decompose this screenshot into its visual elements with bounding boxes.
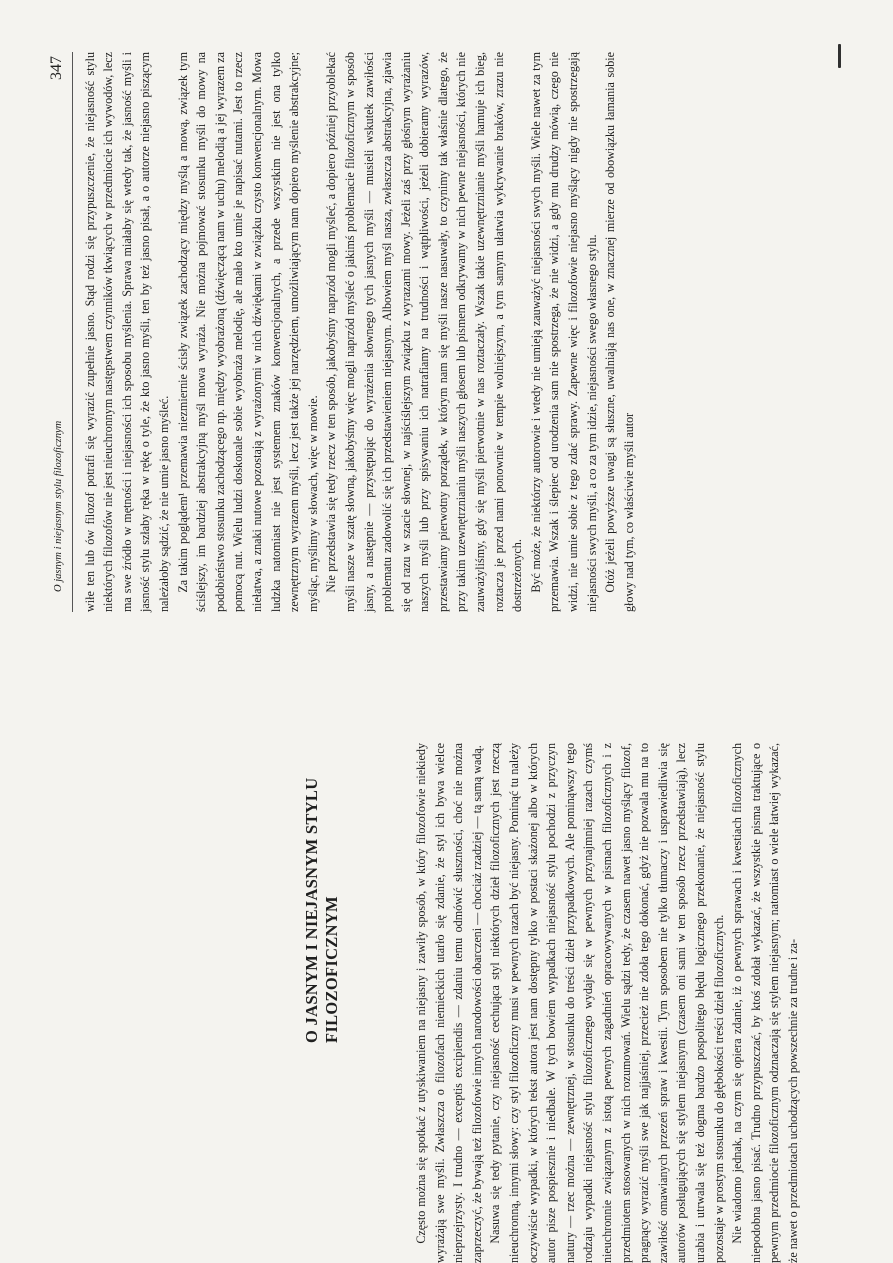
- paragraph: Otóż jeżeli powyższe uwagi są słuszne, uwalniają nas one, w znacznej mierze od obowiązku łamania sobie głowy nad tym, co właściwie myśli autor: [603, 52, 636, 612]
- paragraph: wiłe ten lub ów filozof potrafi się wyrazić zupełnie jasno. Stąd rodzi się przypuszczenie, że niejasność stylu niektórych filozofów nie jest nieuchronnym następstwem czynników tkwiących w przedmiocie ich wywodów, lecz ma swe źródło w mętności i niejasności ich sposobu myślenia. Sprawa miałaby się wtedy tak, że jasność myśli i jasność stylu szłaby ręka w rękę o tyle, że kto jasno myśli, ten by też jasno pisał, a o autorze niejasno piszącym należałoby sądzić, że nie umie jasno myśleć.: [82, 52, 171, 612]
- paragraph: Nasuwa się tedy pytanie, czy niejasność cechująca styl niektórych dzieł filozoficznych jest rzeczą nieuchronną, innymi słowy: czy styl filozoficzny musi w pewnych razach być niejasny. Pominąć tu należy oczywiście wypadki, w których tekst autora jest nam dostępny tylko w postaci skażonej albo w których autor pisze pospiesznie i niedbale. W tych bowiem wypadkach niejasność stylu pochodzi z przyczyn natury — rzec można — zewnętrznej, w stosunku do treści dzieł przypadkowych. Ale pominąwszy tego rodzaju wypadki niejasność stylu filozoficznego wydaje się w pewnych przynajmniej razach czymś nieuchronnie związanym z istotą pewnych zagadnień opracowywanych w pismach filozoficznych i z przedmiotem stosowanych w nich rozumowań. Wielu sądzi tedy, że czasem nawet jasno myślący filozof, pragnący wyrazić myśli swe jak najjaśniej, przecież nie zdoła tego dokonać, gdyż nie pozwala mu na to zawiłość omawianych przezeń spraw i kwestii. Tym sposobem nie tylko tłumaczy i usprawiedliwia się autorów posługujących się stylem niejasnym (czasem oni sami w ten sposób rzecz przedstawiają), lecz urabia i utrwala się też dogma bardzo pospolitego błędu logicznego przekonanie, że niejasność stylu pozostaje w prostym stosunku do głębokości treści dzieł filozoficznych.: [488, 743, 726, 1263]
- margin-mark: [838, 44, 841, 68]
- running-head: O jasnym i niejasnym stylu filozoficznym: [53, 420, 64, 592]
- paragraph: Być może, że niektórzy autorowie i wtedy nie umieją zauważyć niejasności swych myśli. Wiele nawet za tym przemawia. Wszak i ślepiec od urodzenia sam nie spostrzega, że nie widzi, a gdy mu drudzy mówią, czego nie widzi, nie umie sobie z tego zdać sprawy. Zapewne więc i filozofowie niejasno myślący nigdy nie spostrzegają niejasności swych myśli, a co za tym idzie, niejasności swego własnego stylu.: [528, 52, 599, 612]
- paragraph: Nie przedstawia się tedy rzecz w ten sposób, jakobyśmy naprzód mogli myśleć, a dopiero później przyoblekać myśli nasze w szatę słowną, jakobyśmy więc mogli naprzód myśleć o jakimś problemacie filozoficznym w sposób jasny, a następnie — przystępując do wyrażenia słownego tych jasnych myśli — musieli wskutek zawiłości problematu zadowolić się ich przedstawieniem niejasnym. Albowiem myśl nasza, zwłaszcza abstrakcyjna, zjawia się od razu w szacie słownej, w najściślejszym związku z wyrazami mowy. Jeżeli zaś przy głośnym wyrażaniu naszych myśli lub przy spisywaniu ich natrafiamy na trudności i wątpliwości, jeżeli dobieramy wyrazów, przestawiamy pierwotny porządek, w którym nam się myśli nasze nasuwały, to czynimy tak właśnie dlatego, że przy takim uzewnętrznianiu myśli naszych głosem lub pismem odkrywamy w nich pewne niejasności, których nie zauważyliśmy, gdy się myśli pierwotnie w nas roztaczały. Wszak takie uzewnętrznianie myśli hamuje ich bieg, roztacza je przed nami ponownie w tempie wolniejszym, a tym samym ułatwia wykrywanie braków, zrazu nie dostrzeżonych.: [324, 52, 525, 612]
- running-header: [48, 52, 73, 612]
- paragraph: Nie wiadomo jednak, na czym się opiera zdanie, iż o pewnych sprawach i kwestiach filozoficznych niepodobna jasno pisać. Trudno przypuszczać, by ktoś zdołał wykazać, że wszystkie pisma traktujące o pewnym przedmiocie filozoficznym odznaczają się stylem niejasnym; natomiast o wiele łatwiej wykazać, że nawet o przedmiotach uchodzących powszechnie za trudne i za-: [730, 743, 800, 1263]
- page-number: 347: [48, 56, 65, 80]
- right-page-main: [48, 52, 788, 612]
- chapter-title: O JASNYM I NIEJASNYM STYLU FILOZOFICZNYM: [302, 777, 341, 1043]
- left-page: [302, 743, 822, 1263]
- paragraph: Za takim poglądem¹ przemawia niezmiernie ścisły związek zachodzący między myślą a mową, związek tym ściślejszy, im bardziej abstrakcyjną myśl mowa wyraża. Nie można pojmować stosunku myśli do mowy na podobieństwo stosunku zachodzącego np. między wyobrażoną (dźwięczącą nam w uchu) melodią a jej wyrazem za pomocą nut. Wielu ludzi doskonale sobie wyobraża melodię, ale mało kto umie je napisać nutami. Jest to rzecz niełatwa, a znaki nutowe pozostają z wyrażonymi w nich dźwiękami w związku czysto konwencjonalnym. Mowa ludzka natomiast nie jest systemem znaków konwencjonalnych, a przede wszystkim nie jest ona tylko zewnętrznym wyrazem myśli, lecz jest także jej narzędziem, umożliwiającym nam dopiero myślenie abstrakcyjne; myśląc, myślimy w słowach, więc w mowie.: [175, 52, 320, 612]
- paragraph: Często można się spotkać z utyskiwaniem na niejasny i zawiły sposób, w który filozofowie niekiedy wyrażają swe myśli. Zwłaszcza o filozofach niemieckich utarło się zdanie, że styl ich bywa wielce nieprzejrzysty. I trudno — exceptis excipiendis — zdaniu temu odmówić słuszności, choć nie można zaprzeczyć, że bywają też filozofowie innych narodowości obarczeni — chociaż rzadziej — tą samą wadą.: [414, 743, 484, 1263]
